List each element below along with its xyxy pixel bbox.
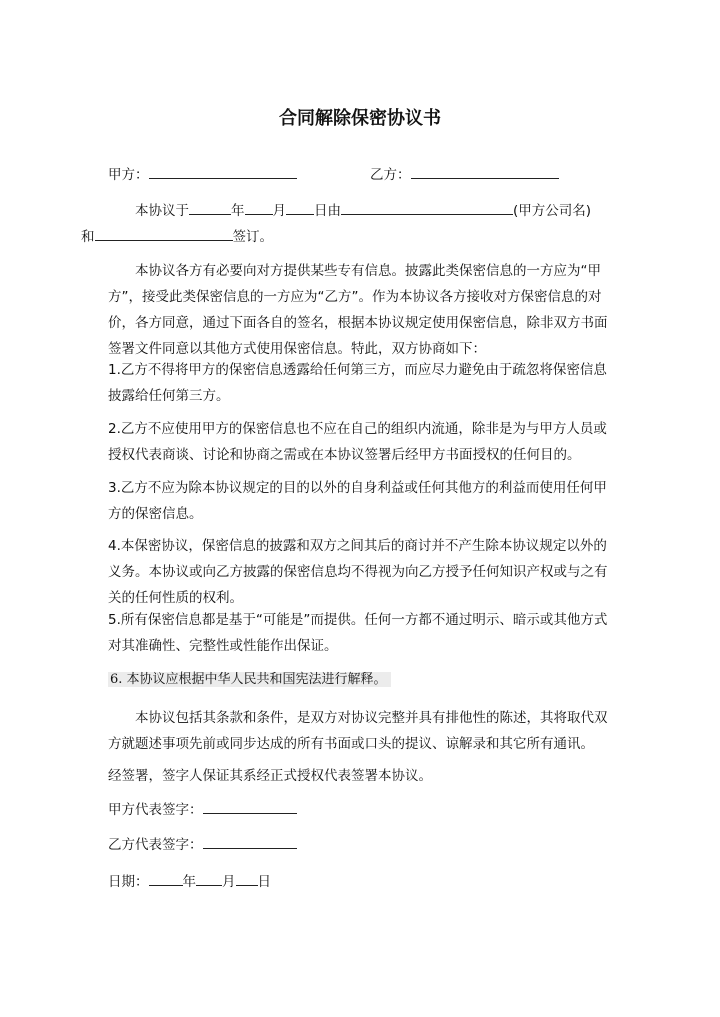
year-label: 年 (231, 203, 245, 219)
party-a-signature-line (108, 797, 616, 823)
entire-agreement-paragraph: 本协议包括其条款和条件，是双方对协议完整并具有排他性的陈述，其将取代双方就题述事项先前或同步达成的所有书面或口头的提议、谅解录和其它所有通讯。 (108, 710, 608, 752)
party-b-label: 乙方： (370, 167, 411, 183)
clause-4: 4.本保密协议，保密信息的披露和双方之间其后的商讨并不产生除本协议规定以外的义务。本协议或向乙方披露的保密信息均不得视为向乙方授予任何知识产权或与之有关的任何性质的权利。 (108, 538, 608, 606)
document-title: 合同解除保密协议书 (279, 108, 441, 129)
sig-year-blank[interactable] (149, 869, 183, 886)
date-prefix: 本协议于 (135, 203, 189, 219)
party-b-rep-label: 乙方代表签字： (108, 837, 203, 853)
party-b-signature-blank[interactable] (203, 832, 297, 849)
month-blank[interactable] (245, 198, 273, 215)
party-a-company-blank[interactable] (341, 198, 513, 215)
party-b-company-blank[interactable] (95, 224, 233, 241)
signature-date-line (108, 869, 616, 895)
month-label: 月 (272, 203, 286, 219)
party-b-blank[interactable] (411, 162, 559, 179)
company-note: (甲方公司名) (513, 203, 592, 219)
intro-paragraph: 本协议各方有必要向对方提供某些专有信息。披露此类保密信息的一方应为“甲方”，接受此类保密信息的一方应为“乙方”。作为本协议各方接收对方保密信息的对价，各方同意，通过下面各自的签名，根据本协议规定使用保密信息，除非双方书面签署文件同意以其他方式使用保密信息。特此，双方协商如下： (108, 263, 608, 357)
clause-6 (108, 666, 616, 693)
party-a-rep-label: 甲方代表签字： (108, 802, 203, 818)
day-by-label: 日由 (314, 203, 341, 219)
day-blank[interactable] (286, 198, 314, 215)
signed-label: 签订。 (232, 229, 273, 245)
party-a-signature-blank[interactable] (203, 797, 297, 814)
clause-6-highlight: 6. 本协议应根据中华人民共和国宪法进行解释。 (108, 672, 391, 687)
witness-paragraph: 经签署，签字人保证其系经正式授权代表签署本协议。 (108, 768, 432, 784)
sig-month-blank[interactable] (196, 869, 222, 886)
sig-day-label: 日 (257, 874, 271, 890)
clause-5: 5.所有保密信息都是基于“可能是”而提供。任何一方都不通过明示、暗示或其他方式对其准确性、完整性或性能作出保证。 (108, 612, 608, 654)
clause-1: 1.乙方不得将甲方的保密信息透露给任何第三方，而应尽力避免由于疏忽将保密信息披露给任何第三方。 (108, 362, 607, 404)
sig-day-blank[interactable] (236, 869, 258, 886)
agreement-date-paragraph (81, 198, 616, 250)
sig-date-label: 日期： (108, 874, 149, 890)
and-label: 和 (81, 229, 95, 245)
year-blank[interactable] (189, 198, 231, 215)
party-a-label: 甲方： (108, 167, 149, 183)
party-a-blank[interactable] (149, 162, 297, 179)
sig-month-label: 月 (222, 874, 236, 890)
sig-year-label: 年 (182, 874, 196, 890)
parties-line (108, 162, 616, 188)
party-b-signature-line (108, 832, 616, 858)
clause-2: 2.乙方不应使用甲方的保密信息也不应在自己的组织内流通，除非是为与甲方人员或授权代表商谈、讨论和协商之需或在本协议签署后经甲方书面授权的任何目的。 (108, 421, 607, 463)
clause-3: 3.乙方不应为除本协议规定的目的以外的自身利益或任何其他方的利益而使用任何甲方的保密信息。 (108, 480, 607, 522)
